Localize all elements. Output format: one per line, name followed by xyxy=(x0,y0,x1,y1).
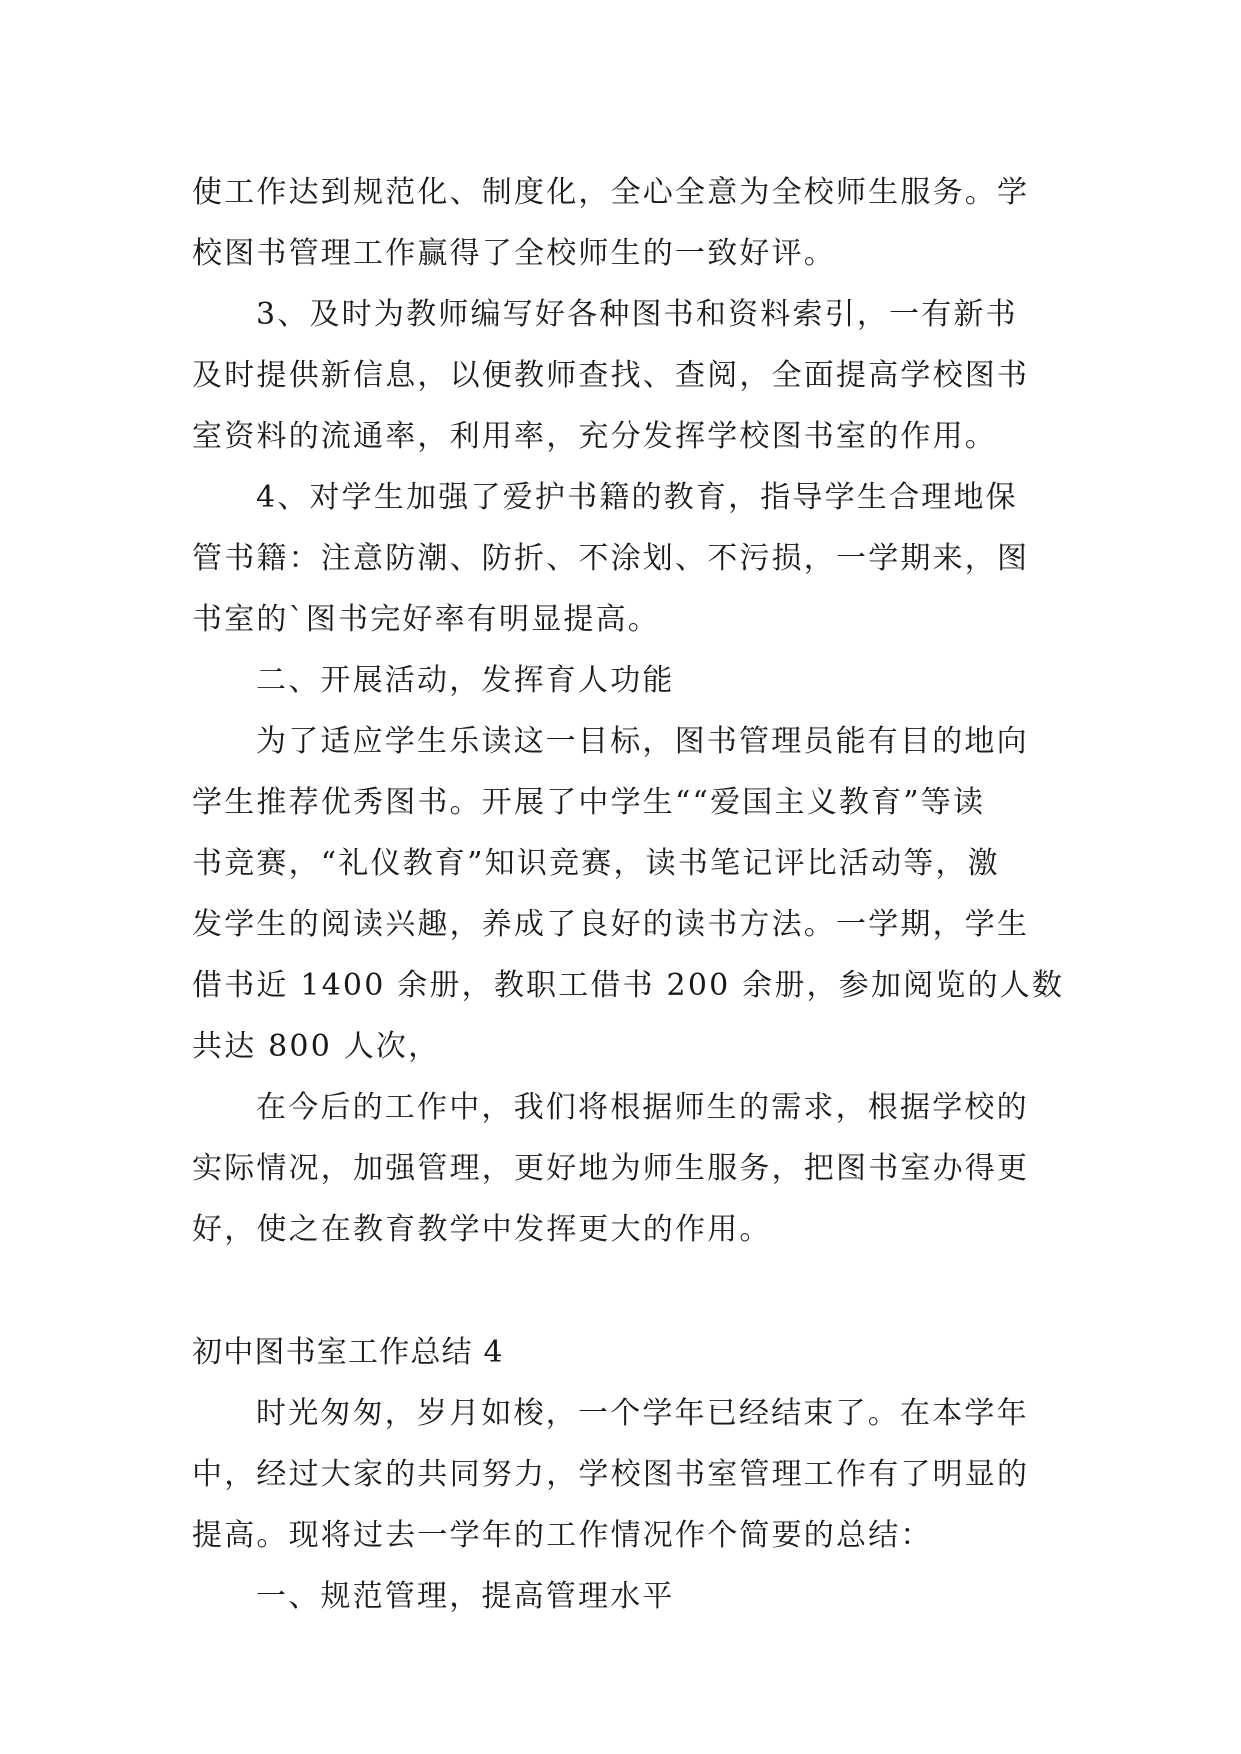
text-line: 为了适应学生乐读这一目标，图书管理员能有目的地向 xyxy=(256,724,1029,759)
paragraph xyxy=(192,1383,1052,1566)
text-line: 管书籍：注意防潮、防折、不涂划、不污损，一学期来，图 xyxy=(192,541,1030,576)
text-line: 好，使之在教育教学中发挥更大的作用。 xyxy=(192,1212,772,1247)
section-title: 初中图书室工作总结 4 xyxy=(192,1335,504,1370)
text-line: 4、对学生加强了爱护书籍的教育，指导学生合理地保 xyxy=(256,480,1018,515)
text-line: 中，经过大家的共同努力，学校图书室管理工作有了明显的 xyxy=(192,1457,1030,1492)
text-line: 使工作达到规范化、制度化，全心全意为全校师生服务。学 xyxy=(192,175,1030,210)
subheading xyxy=(192,650,1052,711)
text-line: 共达 800 人次， xyxy=(192,1029,441,1064)
section-gap xyxy=(192,1260,1052,1322)
text-line: 在今后的工作中，我们将根据师生的需求，根据学校的 xyxy=(256,1090,1029,1125)
document-body xyxy=(192,162,1065,1627)
paragraph xyxy=(192,1077,1052,1260)
paragraph xyxy=(192,284,1052,467)
text-line: 二、开展活动，发挥育人功能 xyxy=(256,663,675,698)
text-line: 发学生的阅读兴趣，养成了良好的读书方法。一学期，学生 xyxy=(192,907,1030,942)
text-line: 一、规范管理，提高管理水平 xyxy=(256,1579,675,1614)
paragraph xyxy=(192,162,1052,284)
paragraph xyxy=(192,711,1065,1077)
text-line: 书竞赛，“礼仪教育”知识竞赛，读书笔记评比活动等，激 xyxy=(192,846,1000,881)
text-line: 提高。现将过去一学年的工作情况作个简要的总结： xyxy=(192,1518,933,1553)
text-line: 及时提供新信息，以便教师查找、查阅，全面提高学校图书 xyxy=(192,358,1030,393)
text-line: 室资料的流通率，利用率，充分发挥学校图书室的作用。 xyxy=(192,419,997,454)
subheading xyxy=(192,1566,1052,1627)
text-line: 借书近 1400 余册，教职工借书 200 余册，参加阅览的人数 xyxy=(192,968,1065,1003)
text-line: 校图书管理工作赢得了全校师生的一致好评。 xyxy=(192,236,836,271)
paragraph xyxy=(192,467,1052,650)
text-line: 时光匆匆，岁月如梭，一个学年已经结束了。在本学年 xyxy=(256,1396,1029,1431)
text-line: 学生推荐优秀图书。开展了中学生““爱国主义教育”等读 xyxy=(192,785,986,820)
text-line: 书室的`图书完好率有明显提高。 xyxy=(192,602,660,637)
text-line: 实际情况，加强管理，更好地为师生服务，把图书室办得更 xyxy=(192,1151,1030,1186)
text-line: 3、及时为教师编写好各种图书和资料索引，一有新书 xyxy=(256,297,1018,332)
